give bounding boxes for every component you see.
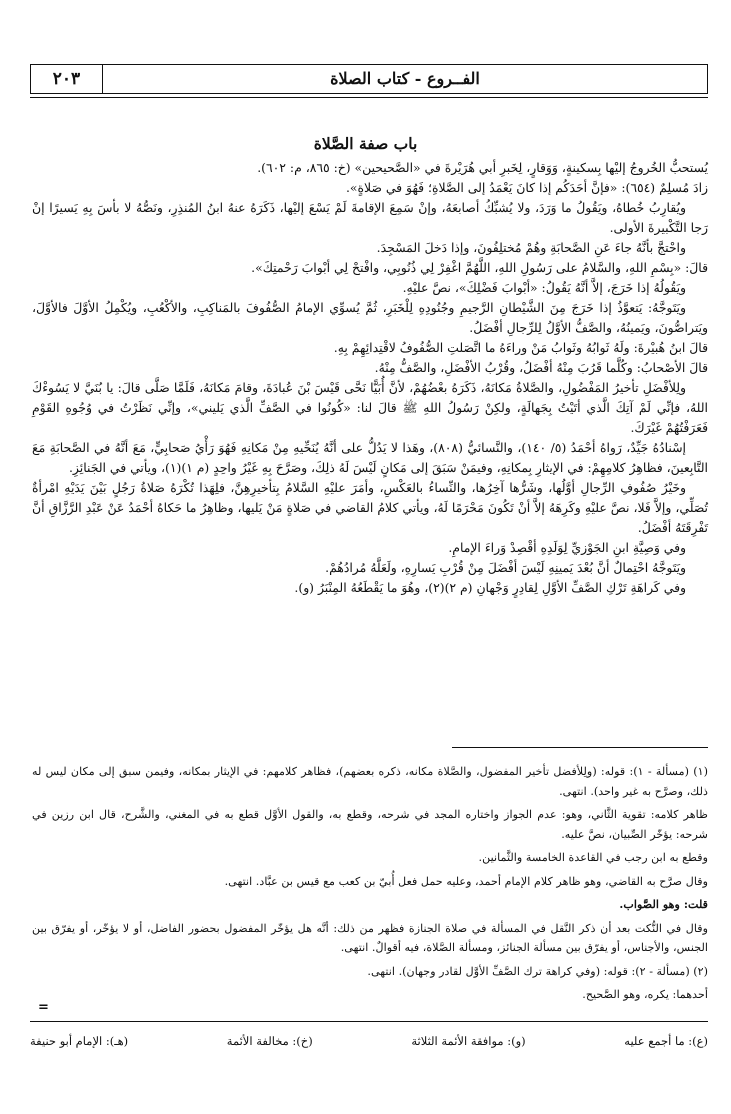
paragraph: يُستحبُّ الخُروجُ إليْها بِسكينةٍ، وَوَقارٍ، لِخَبرِ أبي هُرَيْرةَ في «الصَّحيحين» (خ: ٨٦٥، م: ٦٠٢). bbox=[257, 160, 708, 175]
legend-item: (ع): ما أجمع عليه bbox=[624, 1034, 708, 1048]
paragraph: قالَ: «بِسْمِ اللهِ، والسَّلامُ على رَسُولِ اللهِ، اللَّهُمَّ اغْفِرْ لِي ذُنُوبِي، وافْتحْ لِي أبْوابَ رَحْمتِكَ». bbox=[251, 260, 708, 275]
legend-item: (هـ): الإمام أبو حنيفة bbox=[30, 1034, 129, 1048]
paragraph: وفي وَصِيَّةِ ابنِ الجَوْزيِّ لِوَلَدِهِ أقْصِدْ وَراءَ الإمامِ. bbox=[448, 540, 686, 555]
paragraph: زادَ مُسلِمٌ (٦٥٤): «فإنَّ أحَدَكُم إذا كانَ يَعْمَدُ إلى الصَّلاةِ؛ فَهُوَ في صَلاةٍ». bbox=[345, 180, 708, 195]
paragraph: واحْتجَّ بأنَّهُ جاءَ عَنِ الصَّحابَةِ وهُمْ مُختلِفُونَ، وإذا دَخلَ المَسْجِدَ. bbox=[376, 240, 686, 255]
paragraph: ولِلأفْضَلِ تأخيرُ المَفْضُولِ، والصَّلاةُ مَكانَهُ، ذَكَرَهُ بعْضُهُمْ، لأنَّ أُبَيًّا نَحَّى قَيْسَ بْنَ عُبادَةَ، وقامَ مَكانَهُ، فَلَمَّا صَلَّى قالَ: يا بُنَيَّ لا يَسُوءْكَ اللهُ، فإنِّي لَمْ آتِكَ الَّذي أتَيْتُ بِجَهالَةٍ، ولكِنْ رَسُولُ اللهِ ﷺ قالَ لنا: «كُونُوا في الصَّفِّ الَّذي يَليني»، وإنِّي نَظَرْتُ في وُجُوهِ القَوْمِ فَعَرَفْتُهُمْ غَيْرَكَ. bbox=[32, 380, 708, 435]
running-header bbox=[30, 64, 708, 94]
footer-rule bbox=[30, 1021, 708, 1022]
header-rule bbox=[30, 97, 708, 98]
legend-item: (خ): مخالفة الأئمة bbox=[226, 1034, 313, 1048]
paragraph: ويَتَوجَّهُ احْتِمالٌ أنَّ بُعْدَ يَمينِهِ لَيْسَ أفْضَلَ مِنْ قُرْبِ يَسارِهِ، ولَعَلَّهُ مُرادُهُمْ. bbox=[325, 560, 686, 575]
paragraph: قالَ الأصْحابُ: وكُلَّما قَرُبَ مِنْهُ أفْضَلُ، وقُرْبُ الأفْضَلِ، والصَّفُّ مِنْهُ. bbox=[374, 360, 708, 375]
paragraph: ويَقُولُهُ إذا خَرَجَ، إلاَّ أنَّهُ يَقُولُ: «أبْوابَ فَضْلِكَ»، نصَّ عليْهِ. bbox=[402, 280, 686, 295]
footnote: (١) (مسألة - ١): قوله: (ولِلأفضل تأخير المفضول، والصَّلاة مكانه، ذكره بعضهم)، فظاهر كلامهم: في الإيثار بمكانه، وفيمن سبق إلى مكان ليس له ذلك، وصرَّح به غير واحد). انتهى. bbox=[32, 765, 708, 798]
chapter-title: باب صفة الصَّلاة bbox=[313, 134, 418, 153]
continuation-mark: = bbox=[38, 1000, 49, 1015]
footnote-divider bbox=[452, 747, 708, 748]
abbreviation-legend bbox=[30, 1034, 708, 1048]
footnote: وقطع به ابن رجب في القاعدة الخامسة والثَّمانين. bbox=[478, 851, 708, 864]
paragraph: وخَيْرُ صُفُوفِ الرِّجالِ أوَّلُها، وشَرُّها آخِرُها، والنِّساءُ بالعَكْسِ، وأمَرَ عليْهِ السَّلامُ بِتأخيرِهِنَّ، فلِهَذا تُكْرَهُ صَلاةُ رَجُلٍ بَيْنَ يَدَيْهِ امْرأةٌ تُصَلِّي، وإلاَّ فَلا، نصَّ عليْهِ وكَرِهَهُ إلاَّ أنْ تَكُونَ مَحْرَمًا لَهُ، ويأتي كلامُ القاضي في صَلاةٍ مَنْ يَليها، وظاهِرُ ما حَكاهُ أحْمَدُ عَنْ عَبْدِ الرَّزَّاقِ أنَّ تَفْرِقَتَهُ أفْضَلُ. bbox=[32, 480, 708, 535]
paragraph: وفي كَراهَةِ تَرْكِ الصَّفِّ الأوَّلِ لِقادِرٍ وَجْهانِ (م ٢)(٢)، وهُوَ ما يَقْطَعُهُ المِنْبَرُ (و). bbox=[294, 580, 686, 595]
footnote: قلت: وهو الصَّواب. bbox=[619, 897, 708, 911]
page-number: ٢٠٣ bbox=[31, 65, 103, 93]
legend-item: (و): موافقة الأئمة الثلاثة bbox=[411, 1034, 526, 1048]
main-text bbox=[32, 158, 708, 598]
paragraph: ويُقارِبُ خُطاهُ، ويَقُولُ ما وَرَدَ، ولا يُشبِّكُ أصابعَهُ، وإنْ سَمِعَ الإقامةَ لَمْ يَسْعَ إليْها، ذَكَرَهُ عنهُ ابنُ المُنذِرِ، ونَصُّهُ لا بأسَ بِهِ يَسيرًا إنْ رَجا التَّكْبيرةَ الأولى. bbox=[32, 200, 708, 235]
running-title: الفــروع - كتاب الصلاة bbox=[330, 69, 480, 88]
footnote: أحدهما: يكره، وهو الصَّحيح. bbox=[582, 988, 708, 1001]
footnote: وقال في النُّكت بعد أن ذكر النَّقل في المسألة في صلاة الجنازة فظهر من ذلك: أنَّه هل يؤخّر المفضول بحضور الفاضل، أو لا يؤخّر، أو يفرّق بين الجنس، والأجناس، أو يفرّق بين مسألة الجنائز، ومسألة الصَّلاة، فيه أقوالٌ. انتهى. bbox=[32, 921, 708, 954]
footnote: ظاهر كلامه: تقوية الثَّاني، وهو: عدم الجواز واختاره المجد في شرحه، وقطع به، والقول الأوَّل قطع به في المغني، والشَّرح، قال ابن رزين في شرحه: يؤخّر الصِّبيان، نصَّ عليه. bbox=[32, 808, 708, 841]
paragraph: إسْنادُهُ جَيِّدٌ، رَواهُ أحْمَدُ (٥/ ١٤٠)، والنَّسائيُّ (٨٠٨)، وهَذا لا يَدُلُّ على أنَّهُ يُنَحِّيهِ مِنْ مَكانِهِ فَهُوَ رَأْيُ صَحابِيٍّ، مَعَ أنَّهُ في الصَّحابَةِ مَعَ التَّابِعينَ، فظاهِرُ كلامِهِمْ: في الإيثارِ بِمكانِهِ، وفيمَنْ سَبَقَ إلى مَكانٍ لَيْسَ لَهُ ذلِكَ، وصَرَّحَ بِهِ غَيْرُ واحِدٍ (م ١)(١)، ويأتي في الجَنائِزِ. bbox=[32, 440, 708, 475]
footnote: وقال صرَّح به القاضي، وهو ظاهر كلام الإمام أحمد، وعليه حمل فعل أُبيّ بن كعب مع قيس بن عبَّاد. انتهى. bbox=[224, 874, 708, 888]
paragraph: قالَ ابنُ هُبيْرةَ: ولَهُ ثَوابُهُ وثَوابُ مَنْ وراءَهُ ما اتَّصَلتِ الصُّفُوفُ لاقْتِدائِهِمْ بِهِ. bbox=[333, 340, 708, 355]
footnote: (٢) (مسألة - ٢): قوله: (وفي كراهة ترك الصَّفِّ الأوَّل لقادر وجهان). انتهى. bbox=[367, 964, 708, 978]
footnotes bbox=[32, 762, 708, 1009]
paragraph: ويَتَوجَّهُ: يَتعوَّذُ إذا خَرَجَ مِنَ الشَّيْطانِ الرَّجيمِ وجُنُودِهِ لِلْخَبَرِ، ثُمَّ يُسوِّي الإمامُ الصُّفُوفَ بالمَناكِبِ، والأكْعُبِ، ويُكْمِلُ الأوَّلَ فالأوَّلَ، ويَتراصُّونَ، ويَمينُهُ، والصَّفُّ الأوَّلُ لِلرِّجالِ أفْضَلُ. bbox=[32, 300, 708, 335]
